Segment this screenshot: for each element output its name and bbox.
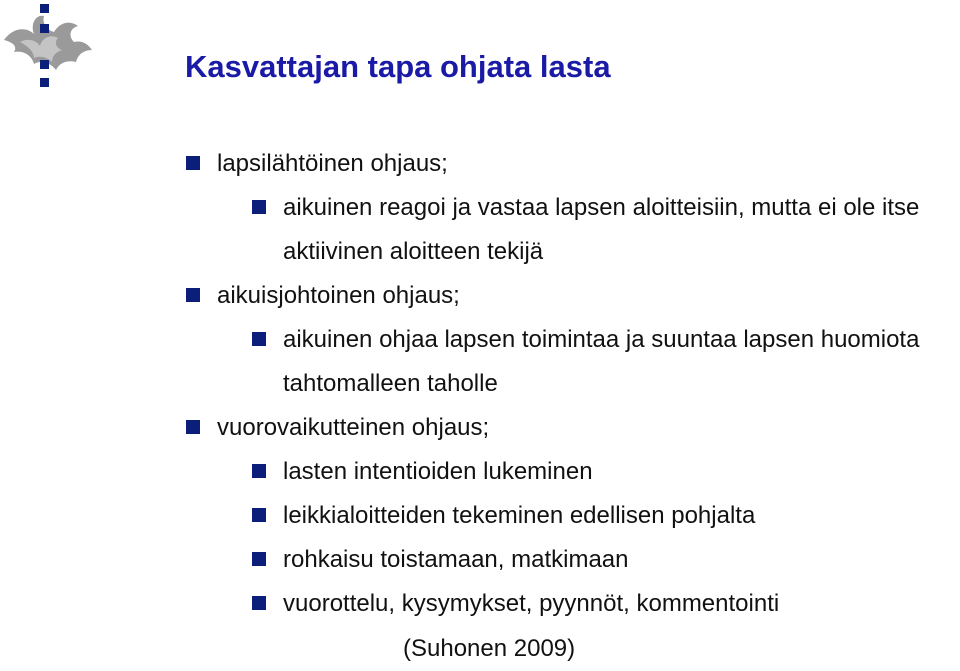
list-item-text: aikuinen ohjaa lapsen toimintaa ja suuntaa lapsen huomiota tahtomalleen taholle xyxy=(283,326,920,397)
square-bullet-icon xyxy=(252,552,266,566)
square-bullet-icon xyxy=(186,288,200,302)
square-bullet-icon xyxy=(252,508,266,522)
list-item-text: lapsilähtöinen ohjaus; xyxy=(217,150,448,177)
list-item xyxy=(186,142,448,186)
list-item-text: aikuisjohtoinen ohjaus; xyxy=(217,282,460,309)
citation: (Suhonen 2009) xyxy=(403,635,576,662)
list-item-text: leikkialoitteiden tekeminen edellisen pohjalta xyxy=(283,502,756,529)
square-bullet-icon xyxy=(252,200,266,214)
list-item xyxy=(252,582,779,626)
list-item-text: lasten intentioiden lukeminen xyxy=(283,458,593,485)
slide-title: Kasvattajan tapa ohjata lasta xyxy=(185,49,611,84)
list-item xyxy=(252,538,629,582)
square-bullet-icon xyxy=(252,596,266,610)
list-item xyxy=(252,494,755,538)
square-bullet-icon xyxy=(186,156,200,170)
square-bullet-icon xyxy=(186,420,200,434)
square-bullet-icon xyxy=(252,332,266,346)
list-item-text: rohkaisu toistamaan, matkimaan xyxy=(283,546,629,573)
square-bullet-icon xyxy=(252,464,266,478)
list-item xyxy=(252,450,593,494)
list-item-text: aikuinen reagoi ja vastaa lapsen aloitteisiin, mutta ei ole itse aktiivinen aloitteen tekijä xyxy=(283,194,920,265)
list-item xyxy=(252,318,942,406)
list-item-text: vuorottelu, kysymykset, pyynnöt, kommentointi xyxy=(283,590,780,617)
list-item xyxy=(186,274,460,318)
list-item xyxy=(186,406,489,450)
list-item xyxy=(252,186,960,274)
list-item-text: vuorovaikutteinen ohjaus; xyxy=(217,414,490,441)
